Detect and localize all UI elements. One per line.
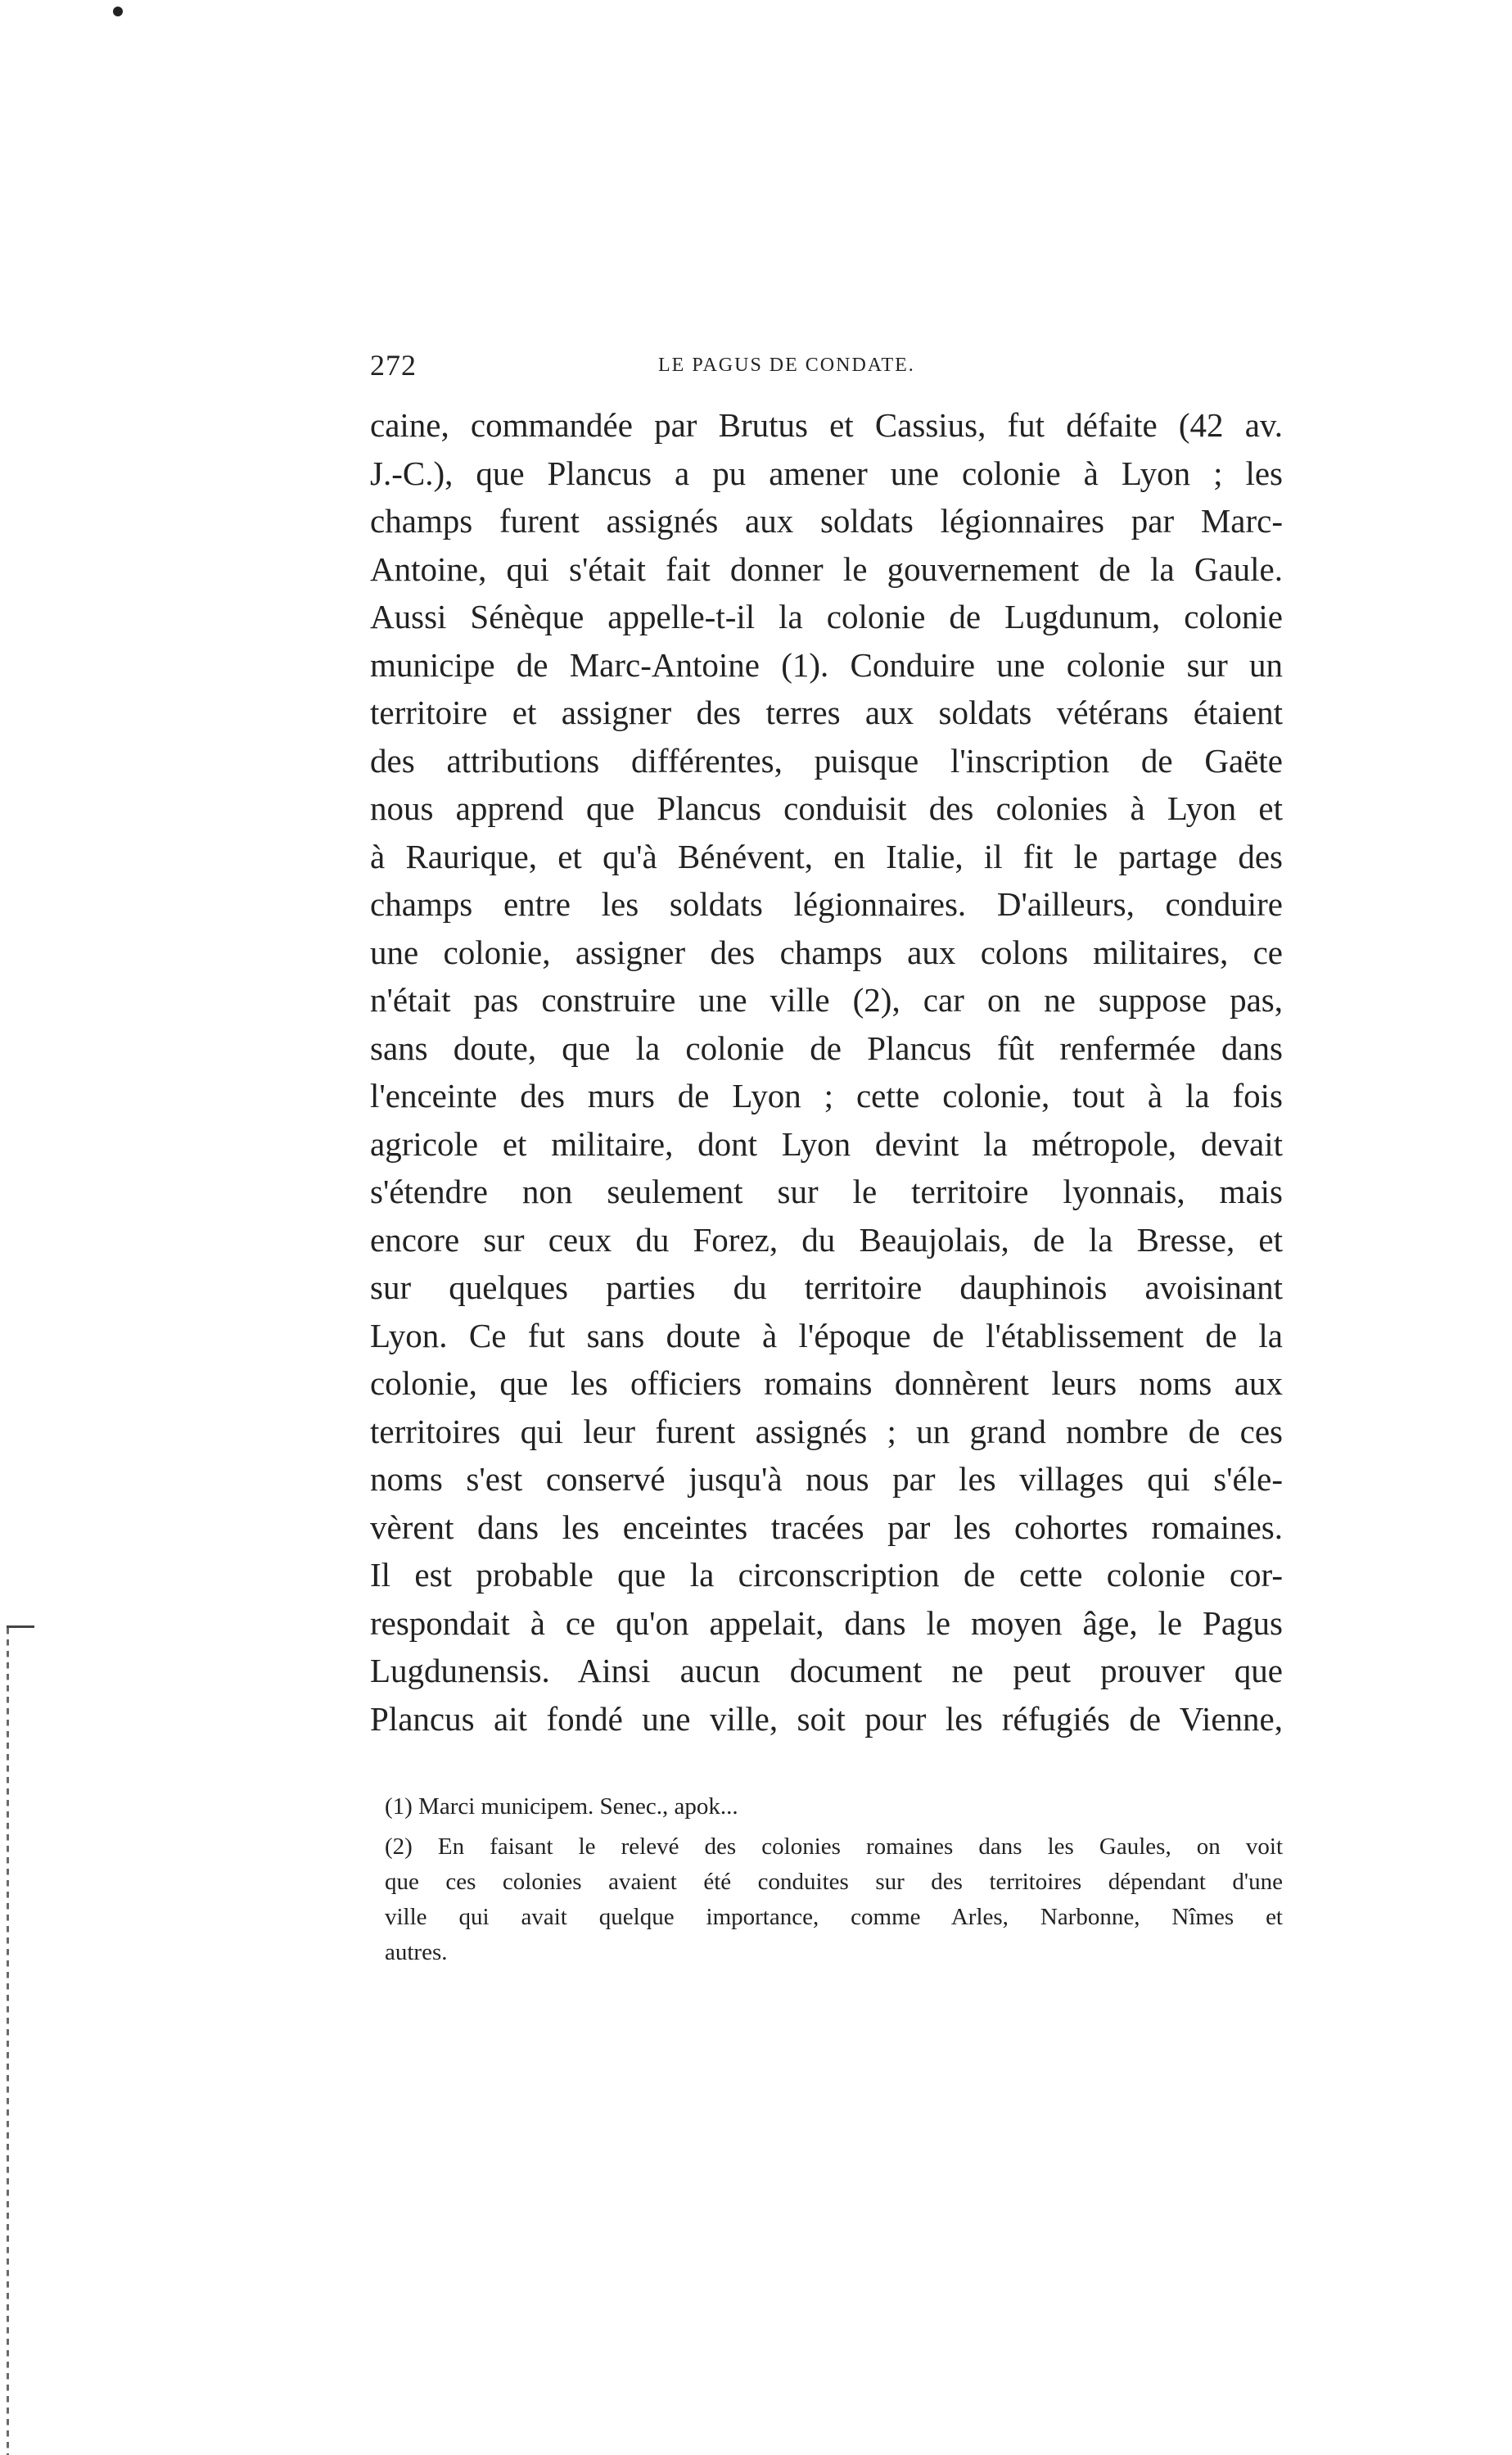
body-line: champs entre les soldats légionnaires. D'ailleurs, conduire xyxy=(370,885,1283,923)
body-line: Lugdunensis. Ainsi aucun document ne peut prouver que xyxy=(370,1652,1283,1689)
body-line: à Raurique, et qu'à Bénévent, en Italie, il fit le partage des xyxy=(370,837,1283,875)
body-line: des attributions différentes, puisque l'inscription de Gaëte xyxy=(370,741,1283,780)
body-line: nous apprend que Plancus conduisit des colonies à Lyon et xyxy=(370,789,1283,827)
body-line: s'étendre non seulement sur le territoire lyonnais, mais xyxy=(370,1173,1283,1210)
body-line: Aussi Sénèque appelle-t-il la colonie de Lugdunum, colonie xyxy=(370,598,1283,635)
footnote-2-line: ville qui avait quelque importance, comme Arles, Narbonne, Nîmes et xyxy=(385,1904,1283,1930)
page-number: 272 xyxy=(370,349,417,382)
footnote-2-line: que ces colonies avaient été conduites sur des territoires dépendant d'une xyxy=(385,1869,1283,1895)
body-line: J.-C.), que Plancus a pu amener une colonie à Lyon ; les xyxy=(370,454,1283,492)
page-header xyxy=(370,348,1283,397)
body-line: Lyon. Ce fut sans doute à l'époque de l'établissement de la xyxy=(370,1316,1283,1354)
binding-edge xyxy=(7,1628,9,2455)
footnote-1: (1) Marci municipem. Senec., apok... xyxy=(385,1793,738,1820)
body-line: l'enceinte des murs de Lyon ; cette colonie, tout à la fois xyxy=(370,1077,1283,1114)
body-line: vèrent dans les enceintes tracées par les cohortes romaines. xyxy=(370,1508,1283,1546)
body-line: sur quelques parties du territoire dauphinois avoisinant xyxy=(370,1268,1283,1306)
body-line: territoires qui leur furent assignés ; un grand nombre de ces xyxy=(370,1412,1283,1450)
body-line: territoire et assigner des terres aux soldats vétérans étaient xyxy=(370,694,1283,731)
body-line: caine, commandée par Brutus et Cassius, fut défaite (42 av. xyxy=(370,406,1283,444)
running-title: LE PAGUS DE CONDATE. xyxy=(658,355,915,376)
body-line: agricole et militaire, dont Lyon devint la métropole, devait xyxy=(370,1124,1283,1163)
body-line: Antoine, qui s'était fait donner le gouvernement de la Gaule. xyxy=(370,549,1283,588)
body-line: respondait à ce qu'on appelait, dans le moyen âge, le Pagus xyxy=(370,1603,1283,1642)
body-line: colonie, que les officiers romains donnèrent leurs noms aux xyxy=(370,1364,1283,1402)
body-line: Il est probable que la circonscription de cette colonie cor- xyxy=(370,1556,1283,1594)
body-line: champs furent assignés aux soldats légionnaires par Marc- xyxy=(370,502,1283,540)
footnote-2-line: autres. xyxy=(385,1939,448,1965)
body-line: noms s'est conservé jusqu'à nous par les villages qui s'éle- xyxy=(370,1460,1283,1498)
body-line: n'était pas construire une ville (2), car on ne suppose pas, xyxy=(370,981,1283,1019)
body-text xyxy=(370,401,1283,1743)
footnotes xyxy=(385,1789,1283,1970)
footnote-2-line: (2) En faisant le relevé des colonies romaines dans les Gaules, on voit xyxy=(385,1833,1283,1860)
body-line: encore sur ceux du Forez, du Beaujolais, de la Bresse, et xyxy=(370,1220,1283,1259)
body-line: municipe de Marc-Antoine (1). Conduire une colonie sur un xyxy=(370,645,1283,684)
binding-mark xyxy=(7,1625,34,1628)
body-line: Plancus ait fondé une ville, soit pour les réfugiés de Vienne, xyxy=(370,1699,1283,1738)
body-line: sans doute, que la colonie de Plancus fût renfermée dans xyxy=(370,1029,1283,1067)
ink-dot xyxy=(113,7,123,16)
body-line: une colonie, assigner des champs aux colons militaires, ce xyxy=(370,933,1283,971)
